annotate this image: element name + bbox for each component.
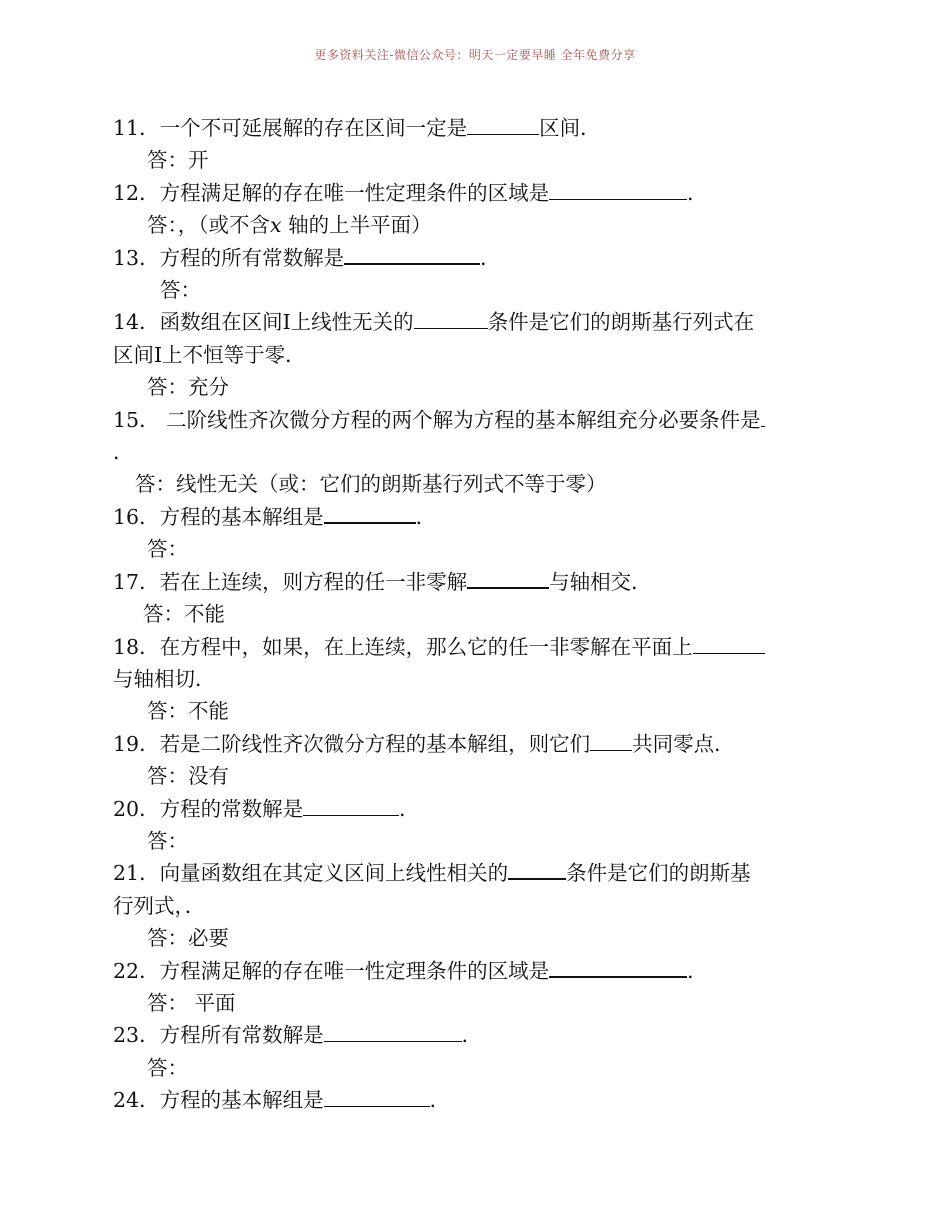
question-text: 19．若是二阶线性齐次微分方程的基本解组，则它们	[113, 731, 591, 756]
question-14-continued: 区间I上不恒等于零．	[113, 342, 306, 367]
answer-15: 答：线性无关（或：它们的朗斯基行列式不等于零）	[135, 472, 607, 497]
answer-blank	[467, 568, 549, 588]
page-header-banner: 更多资料关注-微信公众号：明天一定要早睡 全年免费分享	[314, 48, 636, 62]
question-text: 22．方程满足解的存在唯一性定理条件的区域是	[113, 958, 550, 983]
answer-23: 答：	[147, 1055, 188, 1080]
answer-blank	[549, 957, 687, 977]
question-text: ．	[429, 1088, 451, 1113]
question-text: 16．方程的基本解组是	[113, 504, 324, 529]
question-16	[113, 501, 843, 533]
question-18-continued: 与轴相切．	[113, 666, 216, 691]
question-19	[113, 728, 843, 760]
question-text: 17．若在上连续，则方程的任一非零解	[113, 569, 468, 594]
answer-12	[113, 209, 843, 241]
question-22	[113, 955, 843, 987]
answer-text: 答：，（或不含	[147, 213, 270, 238]
question-text: 18．在方程中，如果，在上连续，那么它的任一非零解在平面上	[113, 634, 693, 659]
answer-blank	[324, 503, 416, 523]
question-text: ．	[461, 1023, 483, 1048]
question-text: 区间．	[539, 116, 601, 140]
question-13	[113, 242, 843, 274]
answer-blank	[324, 1023, 462, 1042]
question-text: 14．函数组在区间I上线性无关的	[113, 310, 414, 335]
answer-text: 轴的上半平面）	[281, 213, 432, 238]
answer-blank	[549, 180, 687, 199]
math-variable: x	[270, 213, 282, 238]
question-text: 与轴相交．	[549, 569, 652, 594]
question-text: 11．一个不可延展解的存在区间一定是	[113, 116, 468, 140]
question-23	[113, 1019, 843, 1051]
question-text: ．	[480, 245, 501, 270]
answer-blank	[761, 407, 765, 426]
question-18	[113, 631, 843, 663]
answer-blank	[467, 116, 539, 135]
question-12	[113, 177, 843, 209]
answer-21: 答：必要	[147, 926, 229, 951]
question-text: 21．向量函数组在其定义区间上线性相关的	[113, 861, 509, 886]
question-text: 13．方程的所有常数解是	[113, 245, 345, 270]
question-text: ．	[399, 796, 420, 821]
answer-blank	[324, 1088, 430, 1107]
answer-20: 答：	[147, 828, 188, 853]
answer-blank	[693, 634, 765, 653]
question-text: 共同零点．	[632, 731, 735, 756]
question-24	[113, 1084, 843, 1116]
question-21	[113, 857, 843, 889]
question-14	[113, 306, 843, 338]
question-text: 15． 二阶线性齐次微分方程的两个解为方程的基本解组充分必要条件是	[113, 407, 761, 432]
question-11	[113, 112, 843, 144]
question-text: 12．方程满足解的存在唯一性定理条件的区域是	[113, 180, 550, 205]
question-15-continued: ．	[113, 440, 134, 465]
answer-13: 答：	[160, 278, 201, 303]
question-text: ．	[687, 180, 708, 205]
answer-blank	[344, 244, 480, 264]
answer-14: 答：充分	[147, 375, 229, 400]
answer-22: 答： 平面	[147, 990, 236, 1015]
question-15	[113, 404, 843, 436]
answer-blank	[414, 310, 488, 329]
question-text: 24．方程的基本解组是	[113, 1088, 324, 1113]
answer-16: 答：	[147, 537, 188, 562]
answer-11: 答：开	[147, 148, 209, 173]
question-text: 23．方程所有常数解是	[113, 1023, 324, 1048]
question-text: ．	[687, 958, 708, 983]
question-text: 条件是它们的朗斯基	[566, 861, 751, 886]
answer-blank	[508, 860, 566, 880]
question-text: ．	[415, 504, 437, 529]
question-text: 20．方程的常数解是	[113, 796, 304, 821]
question-21-continued: 行列式，．	[113, 893, 206, 918]
answer-blank	[590, 731, 632, 750]
answer-18: 答：不能	[147, 699, 229, 724]
question-list	[113, 112, 843, 1117]
answer-17: 答：不能	[143, 602, 225, 627]
answer-blank	[303, 796, 399, 815]
question-17	[113, 566, 843, 598]
answer-19: 答：没有	[147, 764, 229, 789]
question-20	[113, 793, 843, 825]
question-text: 条件是它们的朗斯基行列式在	[487, 310, 755, 335]
